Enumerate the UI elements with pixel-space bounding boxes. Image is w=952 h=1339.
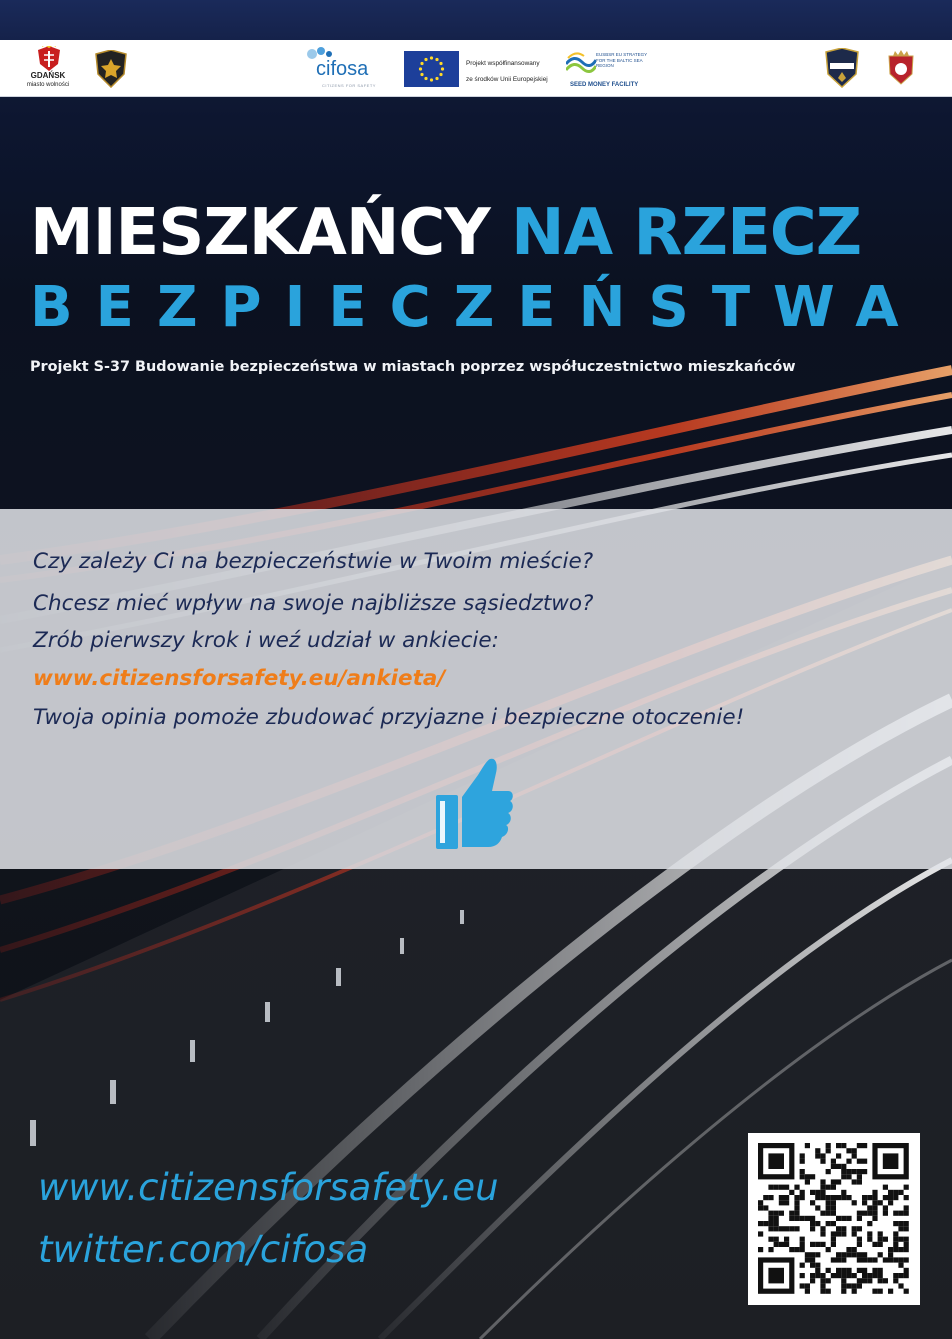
top-band xyxy=(0,0,952,40)
eu-cofinancing-text xyxy=(466,56,562,88)
policija-badge-icon xyxy=(824,48,860,88)
project-subtitle: Projekt S-37 Budowanie bezpieczeństwa w miastach poprzez współuczestnictwo mieszkańców xyxy=(30,359,796,375)
qr-code[interactable] xyxy=(748,1133,920,1305)
qr-code-pattern xyxy=(748,1133,920,1305)
message-line-5: Twoja opinia pomoże zbudować przyjazne i bezpieczne otoczenie! xyxy=(33,705,745,730)
vilnius-crest-icon xyxy=(886,50,916,86)
main-title-line2: BEZPIECZEŃSTWA xyxy=(30,275,922,340)
partner-logo-bar xyxy=(0,40,952,97)
twitter-link[interactable]: twitter.com/cifosa xyxy=(38,1228,369,1271)
gdansk-subtitle: miasto wolności xyxy=(26,82,70,88)
gdansk-wordmark: GDAŃSK xyxy=(30,71,66,80)
title-part-white: MIESZKAŃCY xyxy=(30,196,490,270)
eu-cofinancing-line1: Projekt współfinansowany xyxy=(466,60,540,67)
eu-flag-icon xyxy=(404,51,459,87)
gdansk-crest-icon xyxy=(34,46,64,72)
cifosa-tagline: CITIZENS FOR SAFETY xyxy=(322,83,376,88)
message-line-3: Zrób pierwszy krok i weź udział w ankiecie: xyxy=(33,628,499,653)
eusbsr-waves-icon xyxy=(566,50,596,76)
website-link[interactable]: www.citizensforsafety.eu xyxy=(38,1166,499,1209)
eu-cofinancing-line2: ze środków Unii Europejskiej xyxy=(466,76,548,83)
main-title xyxy=(30,195,930,271)
message-line-2: Chcesz mieć wpływ na swoje najbliższe sąsiedztwo? xyxy=(33,591,594,616)
seed-money-facility-label: SEED MONEY FACILITY xyxy=(570,82,639,88)
thumbs-up-icon xyxy=(434,757,514,851)
municipal-guard-badge-icon xyxy=(94,50,128,88)
message-line-1: Czy zależy Ci na bezpieczeństwie w Twoim mieście? xyxy=(33,549,594,574)
eusbsr-text: EUSBSR EU STRATEGY FOR THE BALTIC SEA REGION xyxy=(596,52,648,68)
survey-link[interactable]: www.citizensforsafety.eu/ankieta/ xyxy=(33,666,446,691)
cifosa-wordmark: cifosa xyxy=(316,58,369,80)
title-part-blue: NA RZECZ xyxy=(511,196,862,270)
